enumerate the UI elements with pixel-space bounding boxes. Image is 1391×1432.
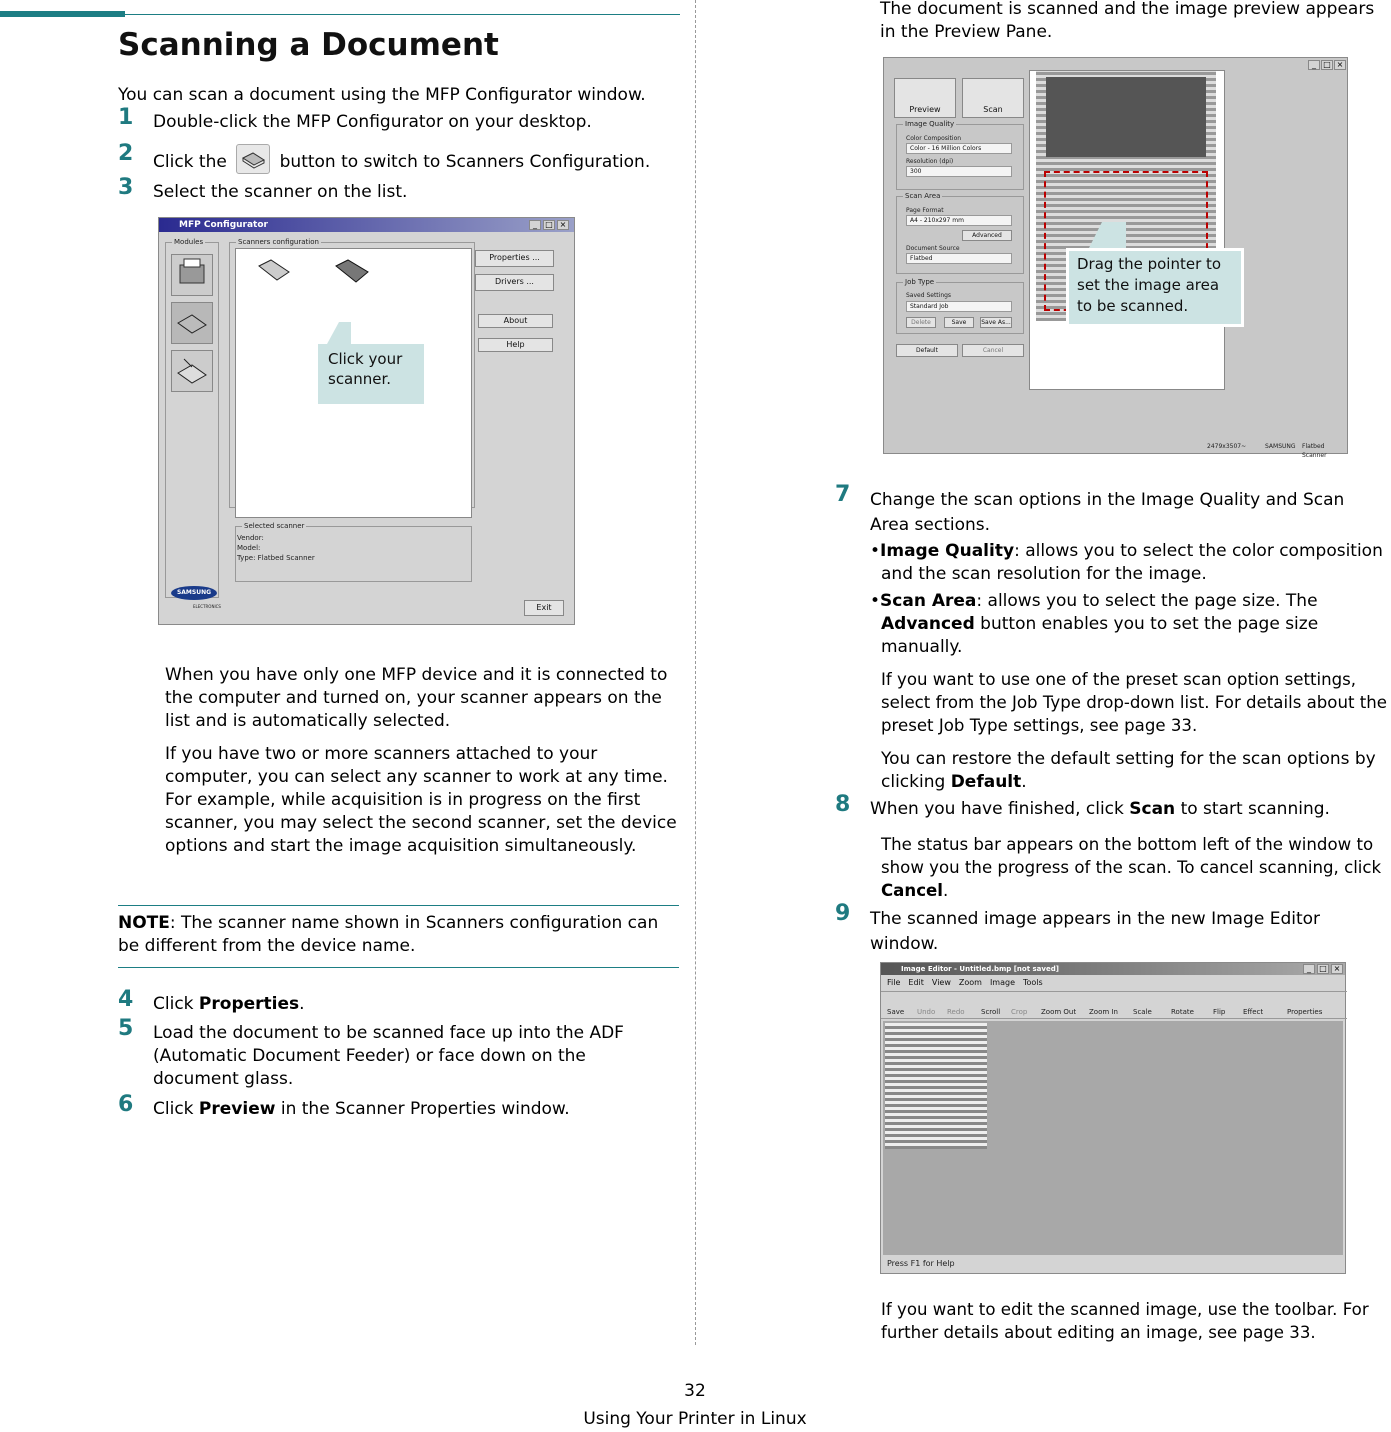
drag-callout-pointer (1088, 222, 1126, 250)
intro-text: You can scan a document using the MFP Configurator window. (118, 85, 646, 105)
step-7-number: 7 (835, 482, 851, 507)
tool-save[interactable]: Save (887, 1008, 905, 1016)
tool-scroll[interactable]: Scroll (981, 1008, 1001, 1016)
preview-monitors (1046, 77, 1206, 157)
scan-area-group: Scan Area (896, 196, 1024, 274)
tool-effect[interactable]: Effect (1243, 1008, 1264, 1016)
iq-text: : allows you to select the color composition and the scan resolution for the image. (881, 541, 1383, 584)
scan-area-bullet (870, 590, 1350, 659)
scanner-item-1[interactable] (257, 258, 291, 289)
ed-maximize-icon[interactable]: □ (1317, 964, 1329, 974)
tool-zoom-out[interactable]: Zoom Out (1041, 1008, 1077, 1016)
menu-view[interactable]: View (931, 978, 951, 987)
properties-button[interactable]: Properties ... (475, 250, 554, 267)
res-select[interactable]: 300 (906, 166, 1012, 177)
image-quality-bullet (870, 540, 1390, 586)
status-pre: The status bar appears on the bottom left of the window to show you the progress of the scan. To cancel scanning, click (881, 835, 1382, 877)
note-bottom-rule (118, 967, 679, 968)
note-top-rule (118, 905, 679, 906)
editor-canvas[interactable] (883, 1021, 1343, 1255)
status-type: Flatbed Scanner (1302, 443, 1327, 459)
header-rule (125, 14, 680, 15)
step-4-pre: Click (153, 994, 199, 1014)
preview-label: Preview (909, 105, 941, 114)
menu-zoom[interactable]: Zoom (958, 978, 982, 987)
vendor-label: Vendor: (237, 534, 264, 542)
printer-module-button[interactable] (171, 254, 213, 296)
step-6-number: 6 (118, 1092, 134, 1117)
step-5-number: 5 (118, 1016, 134, 1041)
step-6-pre: Click (153, 1099, 199, 1119)
image-editor-window (880, 962, 1346, 1274)
scanner-config-button-icon (236, 144, 270, 174)
step-8-number: 8 (835, 792, 851, 817)
step-1-number: 1 (118, 105, 134, 130)
tool-crop[interactable]: Crop (1011, 1008, 1028, 1016)
sa-text2: button enables you to set the page size manually. (881, 614, 1319, 657)
step-9-number: 9 (835, 901, 851, 926)
step-8-post: to start scanning. (1175, 799, 1330, 819)
step-2-post: button to switch to Scanners Configuration. (279, 152, 651, 172)
status-text (881, 833, 1391, 902)
tool-flip[interactable]: Flip (1213, 1008, 1226, 1016)
minimize-icon[interactable]: _ (529, 220, 541, 230)
chapter-title: Using Your Printer in Linux (583, 1409, 807, 1429)
menu-image[interactable]: Image (989, 978, 1015, 987)
bullet-2: • (870, 591, 881, 611)
drag-callout: Drag the pointer to set the image area to be scanned. (1066, 248, 1244, 327)
step-6-bold: Preview (198, 1099, 276, 1119)
scanned-image-thumb (885, 1023, 987, 1149)
note-text (118, 912, 678, 958)
job-type-group: Job Type (896, 282, 1024, 334)
scan-label: Scan (983, 105, 1003, 114)
scanners-config-group: Scanners configuration (229, 242, 475, 508)
cancel-button[interactable]: Cancel (962, 344, 1024, 357)
two-scanners-text: If you have two or more scanners attached to your computer, you can select any scanner to work at any time. For example, while acquisition is in progress on the first scanner, you may select the second scanner, set the device options and start the image acquisition simultaneously. (165, 744, 677, 856)
saved-settings-label: Saved Settings (906, 292, 952, 299)
step-2-pre: Click the (153, 152, 227, 172)
restore-post: . (1021, 772, 1027, 792)
image-quality-group: Image Quality (896, 124, 1024, 190)
sp-maximize-icon[interactable]: □ (1321, 60, 1333, 70)
click-scanner-callout: Click your scanner. (318, 344, 424, 404)
status-brand: SAMSUNG (1265, 443, 1296, 450)
note-label: NOTE (118, 913, 170, 933)
port-module-button[interactable] (171, 350, 213, 392)
step-8-bold: Scan (1129, 799, 1176, 819)
delete-button[interactable]: Delete (906, 317, 936, 328)
step-8-pre: When you have finished, click (870, 799, 1130, 819)
sp-close-icon[interactable]: × (1334, 60, 1346, 70)
mfp-configurator-window (158, 217, 575, 625)
saved-settings-select[interactable]: Standard Job (906, 301, 1012, 312)
model-label: Model: (237, 544, 261, 552)
doc-source-select[interactable]: Flatbed (906, 253, 1012, 264)
header-accent-bar (0, 11, 125, 17)
type-label: Type: Flatbed Scanner (237, 554, 315, 562)
page-format-label: Page Format (906, 207, 944, 214)
status-bold: Cancel (881, 881, 943, 900)
step-8-text (870, 798, 1385, 821)
step-6-text (153, 1098, 678, 1121)
res-label: Resolution (dpi) (906, 158, 954, 165)
ed-close-icon[interactable]: × (1331, 964, 1343, 974)
scanner-item-2[interactable] (334, 258, 370, 291)
note-body: : The scanner name shown in Scanners configuration can be different from the device name. (118, 913, 659, 956)
selected-scanner-group: Selected scanner (235, 526, 472, 582)
column-divider (695, 0, 696, 1345)
save-as-button[interactable]: Save As... (981, 319, 1011, 326)
step-4-post: . (299, 994, 305, 1014)
close-icon[interactable]: × (557, 220, 569, 230)
step-4-number: 4 (118, 987, 134, 1012)
status-size: 2479x3507~ (1207, 443, 1247, 450)
step-2-number: 2 (118, 141, 134, 166)
tool-properties[interactable]: Properties (1287, 1008, 1323, 1016)
maximize-icon[interactable]: □ (543, 220, 555, 230)
exit-button[interactable]: Exit (524, 600, 564, 616)
menu-tools[interactable]: Tools (1023, 978, 1043, 987)
bullet-1: • (870, 541, 881, 561)
editor-titlebar: Image Editor - Untitled.bmp [not saved] (881, 963, 1345, 975)
menu-file[interactable]: File (887, 978, 901, 987)
page-title: Scanning a Document (118, 27, 499, 63)
ed-minimize-icon[interactable]: _ (1303, 964, 1315, 974)
tool-rotate[interactable]: Rotate (1171, 1008, 1194, 1016)
one-scanner-text: When you have only one MFP device and it is connected to the computer and turned on, your scanner appears on the list and is automatically selected. (165, 665, 668, 731)
restore-bold: Default (950, 772, 1022, 792)
preview-pane[interactable] (1029, 70, 1225, 390)
restore-text (881, 748, 1386, 794)
preview-button[interactable] (894, 78, 956, 118)
color-comp-label: Color Composition (906, 135, 962, 142)
step-3-text: Select the scanner on the list. (153, 182, 408, 202)
samsung-sub: ELECTRONICS (193, 604, 221, 609)
editor-menubar (887, 977, 1043, 989)
scanner-module-button[interactable] (171, 302, 213, 344)
tool-undo[interactable]: Undo (917, 1008, 936, 1016)
step-3-number: 3 (118, 175, 134, 200)
editor-toolbar (881, 991, 1347, 1019)
sa-text: : allows you to select the page size. The (976, 591, 1318, 611)
sp-minimize-icon[interactable]: _ (1308, 60, 1320, 70)
page-number: 32 (684, 1381, 706, 1401)
step-4-bold: Properties (198, 994, 300, 1014)
sa-bold2: Advanced (881, 614, 975, 634)
default-button[interactable]: Default (896, 344, 958, 357)
page-format-select[interactable]: A4 - 210x297 mm (906, 215, 1012, 226)
samsung-logo: SAMSUNG (171, 586, 217, 600)
callout-pointer (327, 322, 351, 344)
save-button[interactable]: Save (944, 317, 974, 328)
drivers-button[interactable]: Drivers ... (475, 274, 554, 291)
step-2-text (153, 147, 683, 177)
tool-zoom-in[interactable]: Zoom In (1089, 1008, 1118, 1016)
step-4-text (153, 993, 678, 1016)
doc-source-label: Document Source (906, 245, 960, 252)
step-5-text: Load the document to be scanned face up into the ADF (Automatic Document Feeder) or face down on the document glass. (153, 1023, 624, 1089)
step-1-text: Double-click the MFP Configurator on your desktop. (153, 112, 592, 132)
modules-group: Modules (165, 242, 219, 598)
tool-redo[interactable]: Redo (947, 1008, 965, 1016)
edit-text: If you want to edit the scanned image, use the toolbar. For further details about editing an image, see page 33. (881, 1300, 1369, 1342)
advanced-button[interactable]: Advanced (962, 230, 1012, 241)
sa-bold: Scan Area (880, 591, 977, 611)
about-button[interactable]: About (478, 314, 553, 328)
scan-button[interactable] (962, 78, 1024, 118)
restore-pre: You can restore the default setting for the scan options by clicking (881, 749, 1376, 792)
step-6-post: in the Scanner Properties window. (275, 1099, 570, 1119)
preset-text: If you want to use one of the preset scan option settings, select from the Job Type drop-down list. For details about the preset Job Type settings, see page 33. (881, 670, 1387, 735)
iq-bold: Image Quality (880, 541, 1015, 561)
step-7-text: Change the scan options in the Image Quality and Scan Area sections. (870, 490, 1345, 535)
mfp-titlebar: MFP Configurator (159, 218, 574, 232)
menu-edit[interactable]: Edit (908, 978, 924, 987)
color-comp-select[interactable]: Color - 16 Million Colors (906, 143, 1012, 154)
step-9-text: The scanned image appears in the new Image Editor window. (870, 909, 1321, 954)
status-post: . (942, 881, 949, 900)
preview-text: The document is scanned and the image preview appears in the Preview Pane. (880, 0, 1375, 42)
help-button[interactable]: Help (478, 338, 553, 352)
editor-status: Press F1 for Help (887, 1259, 955, 1268)
tool-scale[interactable]: Scale (1133, 1008, 1152, 1016)
